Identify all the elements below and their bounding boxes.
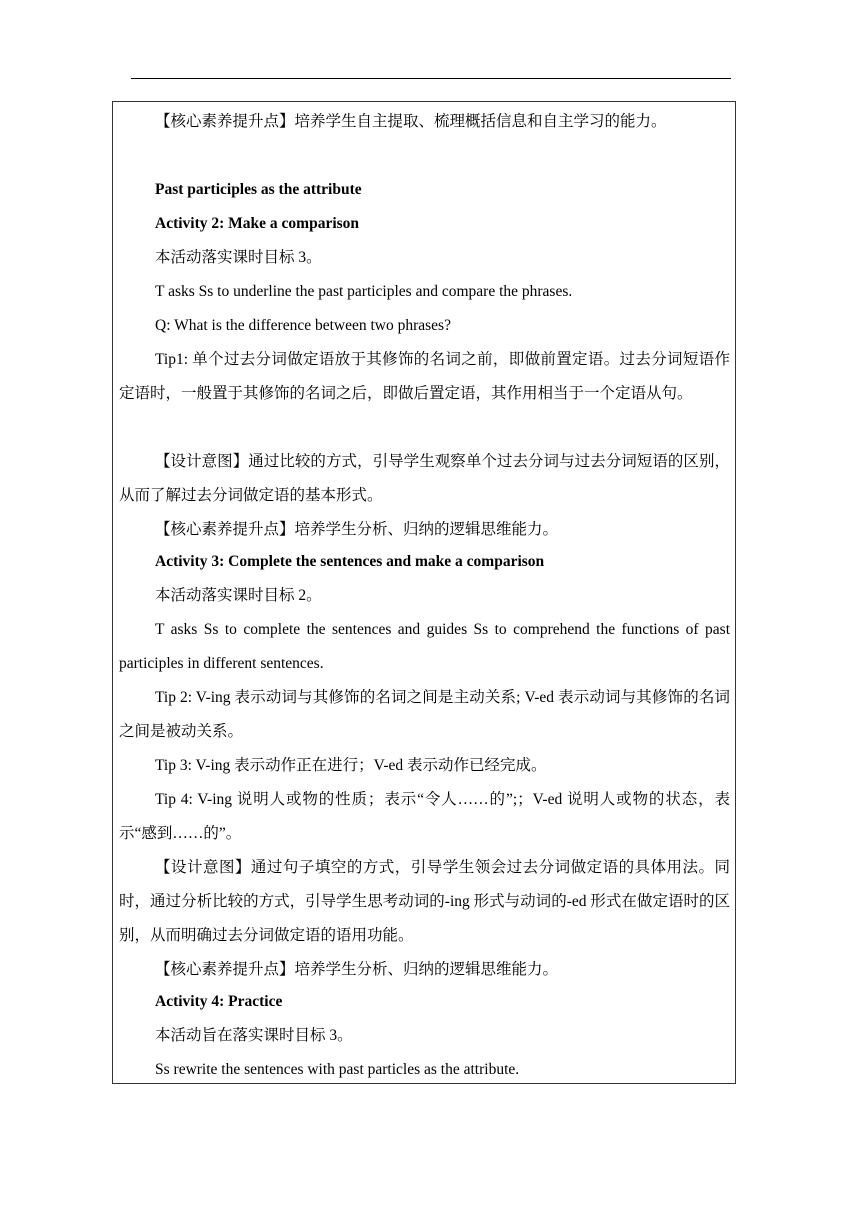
paragraph-objective-3b: 本活动旨在落实课时目标 3。	[155, 1027, 353, 1044]
paragraph-complete-task: T asks Ss to complete the sentences and guides Ss to comprehend the functions of past participles in different sentences.	[119, 621, 730, 672]
paragraph-rewrite-task: Ss rewrite the sentences with past particles as the attribute.	[155, 1061, 520, 1078]
paragraph-core-literacy-1: 【核心素养提升点】培养学生自主提取、梳理概括信息和自主学习的能力。	[155, 113, 667, 130]
activity-4-heading: Activity 4: Practice	[155, 993, 283, 1010]
activity-2-heading: Activity 2: Make a comparison	[155, 215, 360, 232]
paragraph-core-literacy-2: 【核心素养提升点】培养学生分析、归纳的逻辑思维能力。	[155, 521, 559, 538]
section-heading: Past participles as the attribute	[155, 181, 362, 198]
paragraph-tip2: Tip 2: V-ing 表示动词与其修饰的名词之间是主动关系; V-ed 表示动词与其修饰的名词之间是被动关系。	[119, 689, 730, 740]
paragraph-objective-2: 本活动落实课时目标 2。	[155, 587, 322, 604]
paragraph-design-intent-1: 【设计意图】通过比较的方式，引导学生观察单个过去分词与过去分词短语的区别，从而了解过去分词做定语的基本形式。	[119, 453, 730, 504]
activity-3-heading: Activity 3: Complete the sentences and make a comparison	[155, 553, 545, 570]
paragraph-design-intent-2: 【设计意图】通过句子填空的方式，引导学生领会过去分词做定语的具体用法。同时，通过分析比较的方式，引导学生思考动词的-ing 形式与动词的-ed 形式在做定语时的区别，从而明确过去分词做定语的语用功能。	[119, 859, 730, 944]
paragraph-underline-task: T asks Ss to underline the past participles and compare the phrases.	[155, 283, 573, 300]
paragraph-tip4: Tip 4: V-ing 说明人或物的性质；表示“令人……的”;；V-ed 说明人或物的状态，表示“感到……的”。	[119, 791, 730, 842]
paragraph-objective-3: 本活动落实课时目标 3。	[155, 249, 322, 266]
paragraph-tip3: Tip 3: V-ing 表示动作正在进行；V-ed 表示动作已经完成。	[155, 757, 547, 774]
header-rule	[131, 78, 731, 79]
paragraph-tip1: Tip1: 单个过去分词做定语放于其修饰的名词之前，即做前置定语。过去分词短语作定语时，一般置于其修饰的名词之后，即做后置定语，其作用相当于一个定语从句。	[119, 351, 730, 402]
paragraph-core-literacy-3: 【核心素养提升点】培养学生分析、归纳的逻辑思维能力。	[155, 961, 559, 978]
paragraph-question: Q: What is the difference between two phrases?	[155, 317, 451, 334]
